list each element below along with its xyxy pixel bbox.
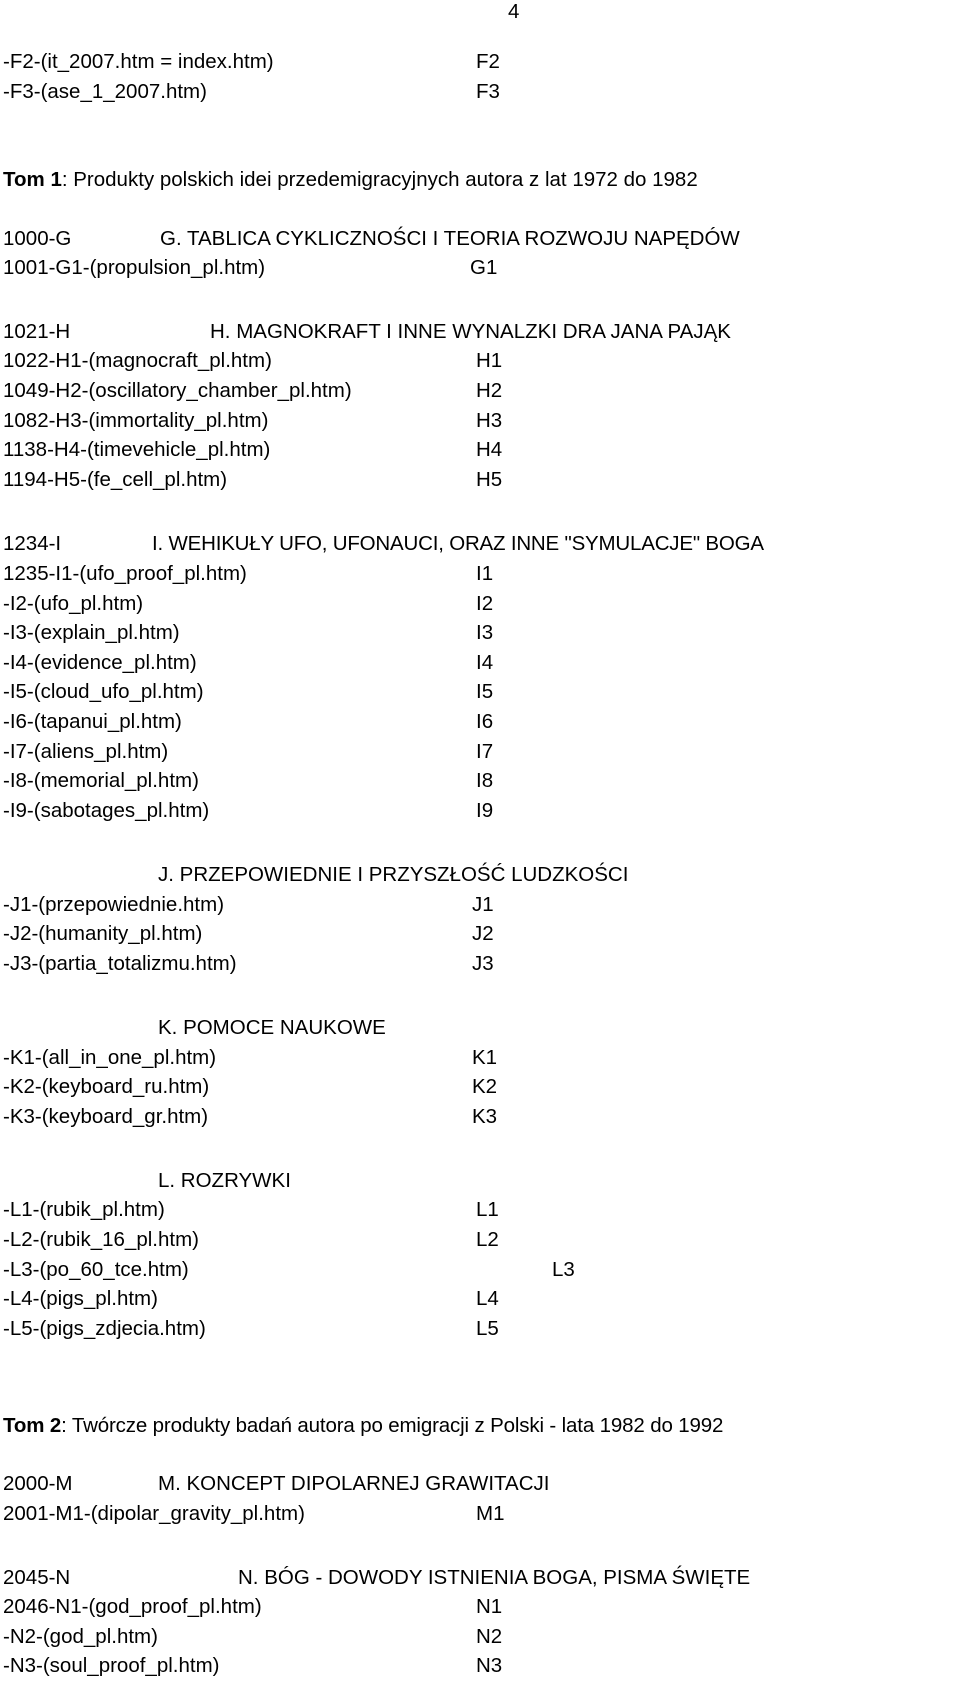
file-name: -I3-(explain_pl.htm) — [3, 621, 180, 644]
section-id: 1234-I — [3, 532, 62, 555]
file-code: H1 — [476, 349, 503, 372]
file-code: I4 — [476, 651, 494, 674]
file-name: -L4-(pigs_pl.htm) — [3, 1287, 158, 1310]
file-code: I5 — [476, 680, 494, 703]
file-code: K2 — [472, 1075, 498, 1098]
section-id: 2045-N — [3, 1566, 71, 1589]
file-name: -L3-(po_60_tce.htm) — [3, 1258, 189, 1281]
file-name: -L1-(rubik_pl.htm) — [3, 1198, 165, 1221]
section-title: G. TABLICA CYKLICZNOŚCI I TEORIA ROZWOJU NAPĘDÓW — [160, 227, 740, 250]
file-code: H4 — [476, 438, 503, 461]
file-name: -I4-(evidence_pl.htm) — [3, 651, 197, 674]
file-name: -J2-(humanity_pl.htm) — [3, 922, 203, 945]
file-name: -I8-(memorial_pl.htm) — [3, 769, 199, 792]
file-name: 1049-H2-(oscillatory_chamber_pl.htm) — [3, 379, 352, 402]
file-name: -I9-(sabotages_pl.htm) — [3, 799, 210, 822]
file-name: 1194-H5-(fe_cell_pl.htm) — [3, 468, 228, 491]
section-title: J. PRZEPOWIEDNIE I PRZYSZŁOŚĆ LUDZKOŚCI — [158, 863, 629, 886]
file-code: I6 — [476, 710, 494, 733]
file-name: -L5-(pigs_zdjecia.htm) — [3, 1317, 206, 1340]
file-code: L4 — [476, 1287, 499, 1310]
volume-label: Tom 1 — [3, 168, 62, 191]
section-title: L. ROZRYWKI — [158, 1169, 291, 1192]
file-code: N3 — [476, 1654, 503, 1677]
file-code: J3 — [472, 952, 494, 975]
file-code: F3 — [476, 80, 500, 103]
volume-label: Tom 2 — [3, 1414, 62, 1437]
file-name: -J3-(partia_totalizmu.htm) — [3, 952, 237, 975]
file-name: 1001-G1-(propulsion_pl.htm) — [3, 256, 266, 279]
file-code: I9 — [476, 799, 494, 822]
file-name: 1082-H3-(immortality_pl.htm) — [3, 409, 269, 432]
file-name: -N2-(god_pl.htm) — [3, 1625, 158, 1648]
section-id: 2000-M — [3, 1472, 73, 1495]
file-code: L2 — [476, 1228, 499, 1251]
file-name: -J1-(przepowiednie.htm) — [3, 893, 225, 916]
section-id: 1000-G — [3, 227, 72, 250]
file-code: J1 — [472, 893, 494, 916]
file-code: N1 — [476, 1595, 503, 1618]
file-code: I1 — [476, 562, 494, 585]
file-name: -I5-(cloud_ufo_pl.htm) — [3, 680, 204, 703]
file-code: I8 — [476, 769, 494, 792]
file-name: -L2-(rubik_16_pl.htm) — [3, 1228, 199, 1251]
file-name: 1235-I1-(ufo_proof_pl.htm) — [3, 562, 247, 585]
section-title: N. BÓG - DOWODY ISTNIENIA BOGA, PISMA ŚWIĘTE — [238, 1566, 751, 1589]
file-name: -I7-(aliens_pl.htm) — [3, 740, 169, 763]
file-code: I2 — [476, 592, 494, 615]
file-code: G1 — [470, 256, 498, 279]
section-title: I. WEHIKUŁY UFO, UFONAUCI, ORAZ INNE "SYMULACJE" BOGA — [152, 532, 764, 555]
file-code: I7 — [476, 740, 494, 763]
file-code: F2 — [476, 50, 500, 73]
file-code: K3 — [472, 1105, 498, 1128]
file-name: 2046-N1-(god_proof_pl.htm) — [3, 1595, 262, 1618]
file-code: H2 — [476, 379, 503, 402]
section-title: K. POMOCE NAUKOWE — [158, 1016, 386, 1039]
file-name: 2001-M1-(dipolar_gravity_pl.htm) — [3, 1502, 305, 1525]
file-code: L3 — [552, 1258, 575, 1281]
file-name: -I2-(ufo_pl.htm) — [3, 592, 144, 615]
volume-text: : Twórcze produkty badań autora po emigracji z Polski - lata 1982 do 1992 — [61, 1414, 724, 1437]
section-title: H. MAGNOKRAFT I INNE WYNALZKI DRA JANA PAJĄK — [210, 320, 731, 343]
file-code: N2 — [476, 1625, 503, 1648]
file-code: L5 — [476, 1317, 499, 1340]
file-code: I3 — [476, 621, 494, 644]
file-name: -K1-(all_in_one_pl.htm) — [3, 1046, 217, 1069]
file-name: -F3-(ase_1_2007.htm) — [3, 80, 207, 103]
file-code: K1 — [472, 1046, 498, 1069]
file-name: -I6-(tapanui_pl.htm) — [3, 710, 182, 733]
file-name: 1022-H1-(magnocraft_pl.htm) — [3, 349, 272, 372]
file-code: L1 — [476, 1198, 499, 1221]
file-name: -K3-(keyboard_gr.htm) — [3, 1105, 209, 1128]
file-name: -N3-(soul_proof_pl.htm) — [3, 1654, 220, 1677]
file-code: J2 — [472, 922, 494, 945]
file-code: H5 — [476, 468, 503, 491]
file-name: -F2-(it_2007.htm = index.htm) — [3, 50, 274, 73]
page-number: 4 — [508, 0, 520, 23]
volume-text: : Produkty polskich idei przedemigracyjnych autora z lat 1972 do 1982 — [61, 168, 698, 191]
file-name: -K2-(keyboard_ru.htm) — [3, 1075, 210, 1098]
section-id: 1021-H — [3, 320, 71, 343]
section-title: M. KONCEPT DIPOLARNEJ GRAWITACJI — [158, 1472, 550, 1495]
file-code: M1 — [476, 1502, 505, 1525]
file-name: 1138-H4-(timevehicle_pl.htm) — [3, 438, 271, 461]
file-code: H3 — [476, 409, 503, 432]
